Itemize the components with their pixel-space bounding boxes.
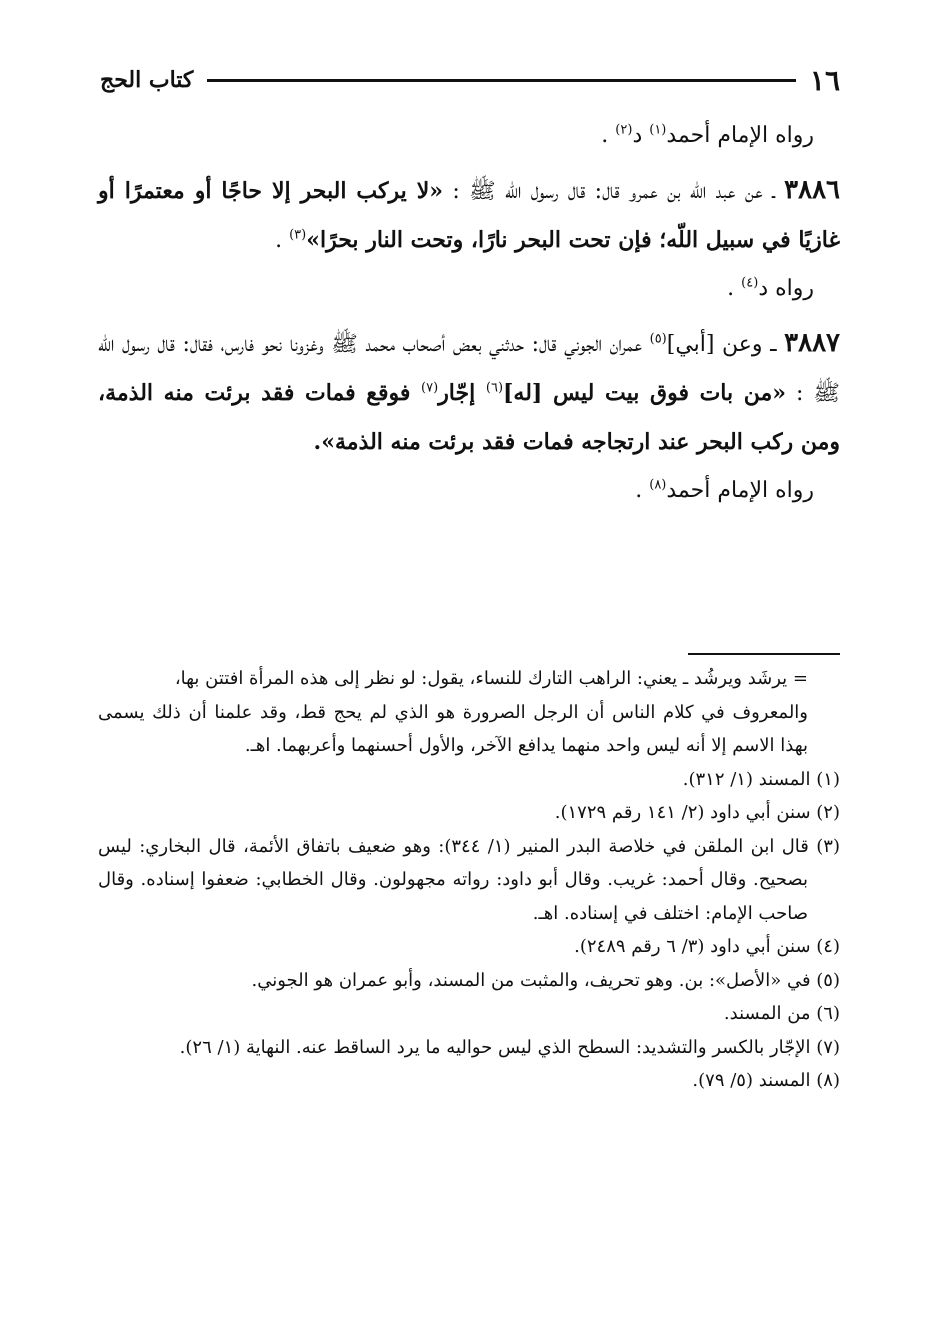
footnote-6: (٦) من المسند. <box>723 1003 840 1024</box>
footnote-8: (٨) المسند (٥/ ٧٩). <box>692 1070 840 1091</box>
footnote-ref-6: (٦) <box>485 380 504 396</box>
hadith-intro: عمران الجوني قال: حدثني بعض أصحاب محمد ﷺ وغزونا نحو فارس، فقال: قال رسول اللّه ﷺ : <box>98 332 840 406</box>
footnote-1: (١) المسند (١/ ٣١٢). <box>682 768 840 790</box>
page-number: ١٦ <box>809 63 840 97</box>
hadith-matn: فوقع فمات فقد برئت منه الذمة، ومن ركب البحر عند ارتجاجه فمات فقد برئت منه الذمة». <box>98 380 840 455</box>
footnote-continuation: والمعروف في كلام الناس أن الرجل الصرورة هو الذي لم يحج قط، وقد علمنا أن ذلك يسمى بهذا الاسم إلا أنه ليس واحد منهما يدافع الآخر، والأول أحسنهما وأعربهما. اهـ. <box>98 701 808 756</box>
footnote-7: (٧) الإجّار بالكسر والتشديد: السطح الذي ليس حواليه ما يرد الساقط عنه. النهاية (١/ ٢٦). <box>179 1036 840 1058</box>
footnotes <box>98 662 840 1098</box>
narration-text: رواه الإمام أحمد <box>666 123 814 148</box>
page-header <box>100 60 840 100</box>
narration-end: . <box>727 276 742 301</box>
footnote-ref-1: (١) <box>649 122 667 138</box>
footnote-ref-2: (٢) <box>615 122 633 138</box>
narration-ahmad <box>98 467 840 515</box>
narration-text: د <box>632 123 650 148</box>
footnote-ref-7: (٧) <box>421 380 439 396</box>
footnote-ref-3: (٣) <box>289 227 307 243</box>
hadith-intro: ـ وعن [أبي] <box>666 332 785 357</box>
footnote-ref-5: (٥) <box>649 331 667 347</box>
header-rule <box>207 79 796 82</box>
hadith-intro: ـ عن عبد اللّه بن عمرو قال: قال رسول اللّه ﷺ : <box>443 179 785 204</box>
footnote-2: (٢) سنن أبي داود (٢/ ١٤١ رقم ١٧٢٩). <box>554 802 840 823</box>
narration-end: . <box>635 478 650 503</box>
hadith-end: . <box>275 228 290 253</box>
footnote-ref-8: (٨) <box>649 477 667 493</box>
hadith-matn: «لا يركب البحر إلا حاجًا أو معتمرًا أو غازيًا في سبيل اللّه؛ فإن تحت البحر نارًا، وتحت النار بحرًا» <box>98 178 840 253</box>
narration-abudawud <box>98 265 840 313</box>
footnote-continuation: = يرشَد ويرشُد ـ يعني: الراهب التارك للنساء، يقول: لو نظر إلى هذه المرأة افتتن بها، <box>174 668 808 689</box>
hadith-matn: «من بات فوق بيت ليس [له] <box>503 380 787 406</box>
footnote-3: (٣) قال ابن الملقن في خلاصة البدر المنير (١/ ٣٤٤): وهو ضعيف باتفاق الأئمة، قال البخاري: ليس بصحيح. وقال أحمد: غريب. وقال أبو داود: رواته مجهولون. وقال الخطابي: ضعفوا إسناده. وقال صاحب الإمام: اختلف في إسناده. اهـ. <box>98 835 840 924</box>
footnote-5: (٥) في «الأصل»: بن. وهو تحريف، والمثبت من المسند، وأبو عمران هو الجوني. <box>251 969 840 991</box>
narration-end: . <box>601 123 616 148</box>
footnote-4: (٤) سنن أبي داود (٣/ ٦ رقم ٢٤٨٩). <box>574 936 840 957</box>
hadith-number: ٣٨٨٦ <box>784 175 840 205</box>
hadith-matn: إجّار <box>438 380 486 406</box>
narration-text: رواه د <box>758 276 814 301</box>
book-title: كتاب الحج <box>100 67 194 93</box>
hadith-3886 <box>98 166 840 265</box>
narration-text: رواه الإمام أحمد <box>666 478 814 503</box>
main-text <box>98 112 840 515</box>
hadith-number: ٣٨٨٧ <box>784 328 840 358</box>
hadith-3887 <box>98 319 840 467</box>
footnote-ref-4: (٤) <box>741 275 759 291</box>
footnote-separator <box>688 653 840 655</box>
narration-ahmad-abudawud <box>98 112 840 160</box>
